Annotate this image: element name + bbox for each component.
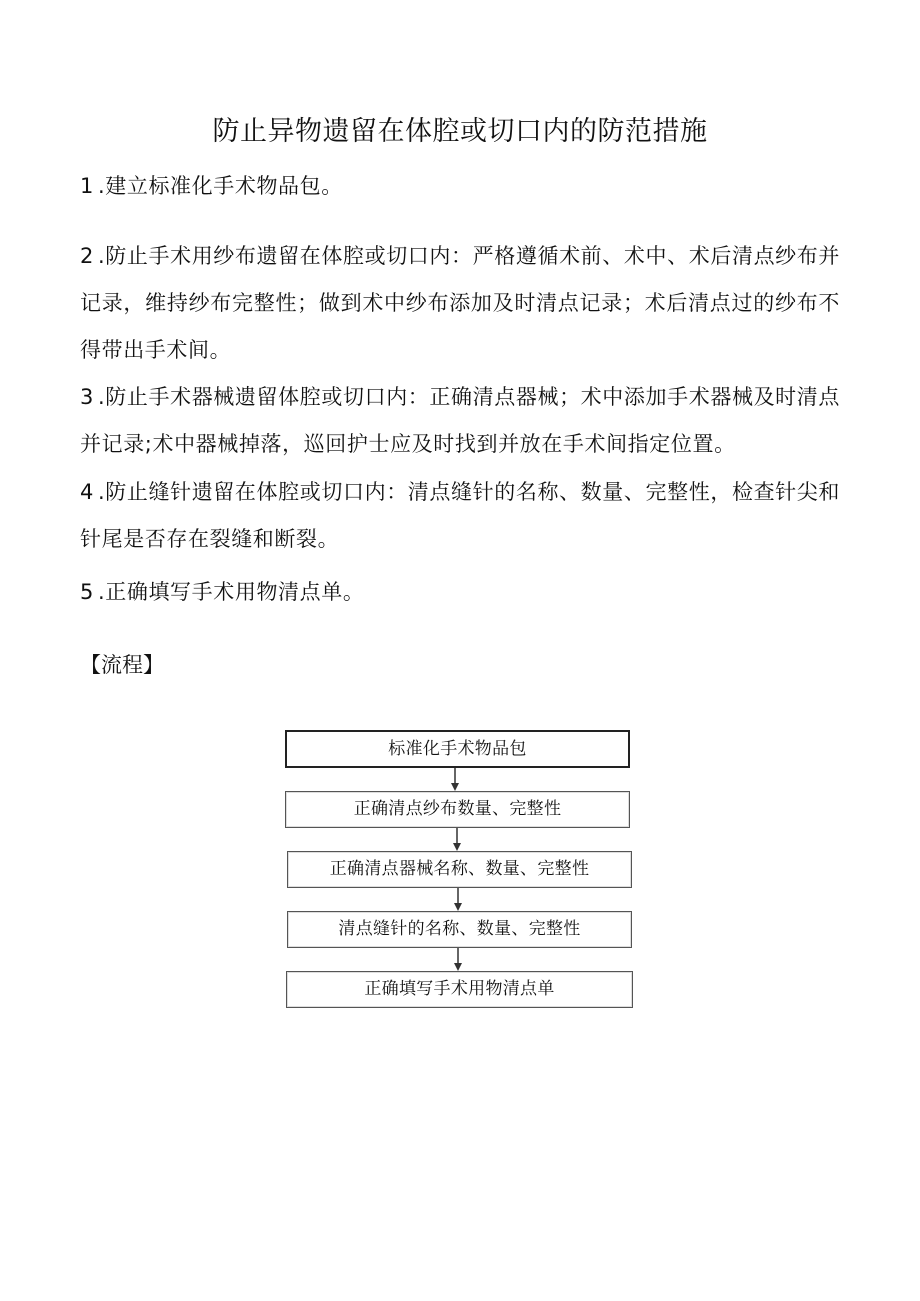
flow-step-5: 正确填写手术用物清点单 [286,971,633,1008]
flow-section-label: 【流程】 [80,653,164,677]
item-number: 3 [80,385,94,409]
flow-arrow-icon [453,888,463,912]
item-number: 4 [80,480,94,504]
item-text: .建立标准化手术物品包。 [97,174,343,198]
flow-arrow-icon [452,828,462,852]
item-text: .正确填写手术用物清点单。 [97,580,365,604]
flow-step-1: 标准化手术物品包 [285,730,630,768]
item-number: 2 [80,244,94,268]
flow-arrow-icon [453,948,463,972]
item-text: .防止缝针遗留在体腔或切口内：清点缝针的名称、数量、完整性，检查针尖和针尾是否存在裂缝和断裂。 [80,480,840,551]
item-number: 5 [80,580,94,604]
flow-step-2: 正确清点纱布数量、完整性 [285,791,630,828]
item-number: 1 [80,174,94,198]
flow-arrow-icon [450,768,460,792]
item-text: .防止手术器械遗留体腔或切口内：正确清点器械；术中添加手术器械及时清点并记录;术中器械掉落，巡回护士应及时找到并放在手术间指定位置。 [80,385,840,456]
flow-step-3: 正确清点器械名称、数量、完整性 [287,851,632,888]
document-title: 防止异物遗留在体腔或切口内的防范措施 [212,116,708,147]
flow-step-4: 清点缝针的名称、数量、完整性 [287,911,632,948]
item-text: .防止手术用纱布遗留在体腔或切口内：严格遵循术前、术中、术后清点纱布并记录，维持纱布完整性；做到术中纱布添加及时清点记录；术后清点过的纱布不得带出手术间。 [80,244,840,362]
